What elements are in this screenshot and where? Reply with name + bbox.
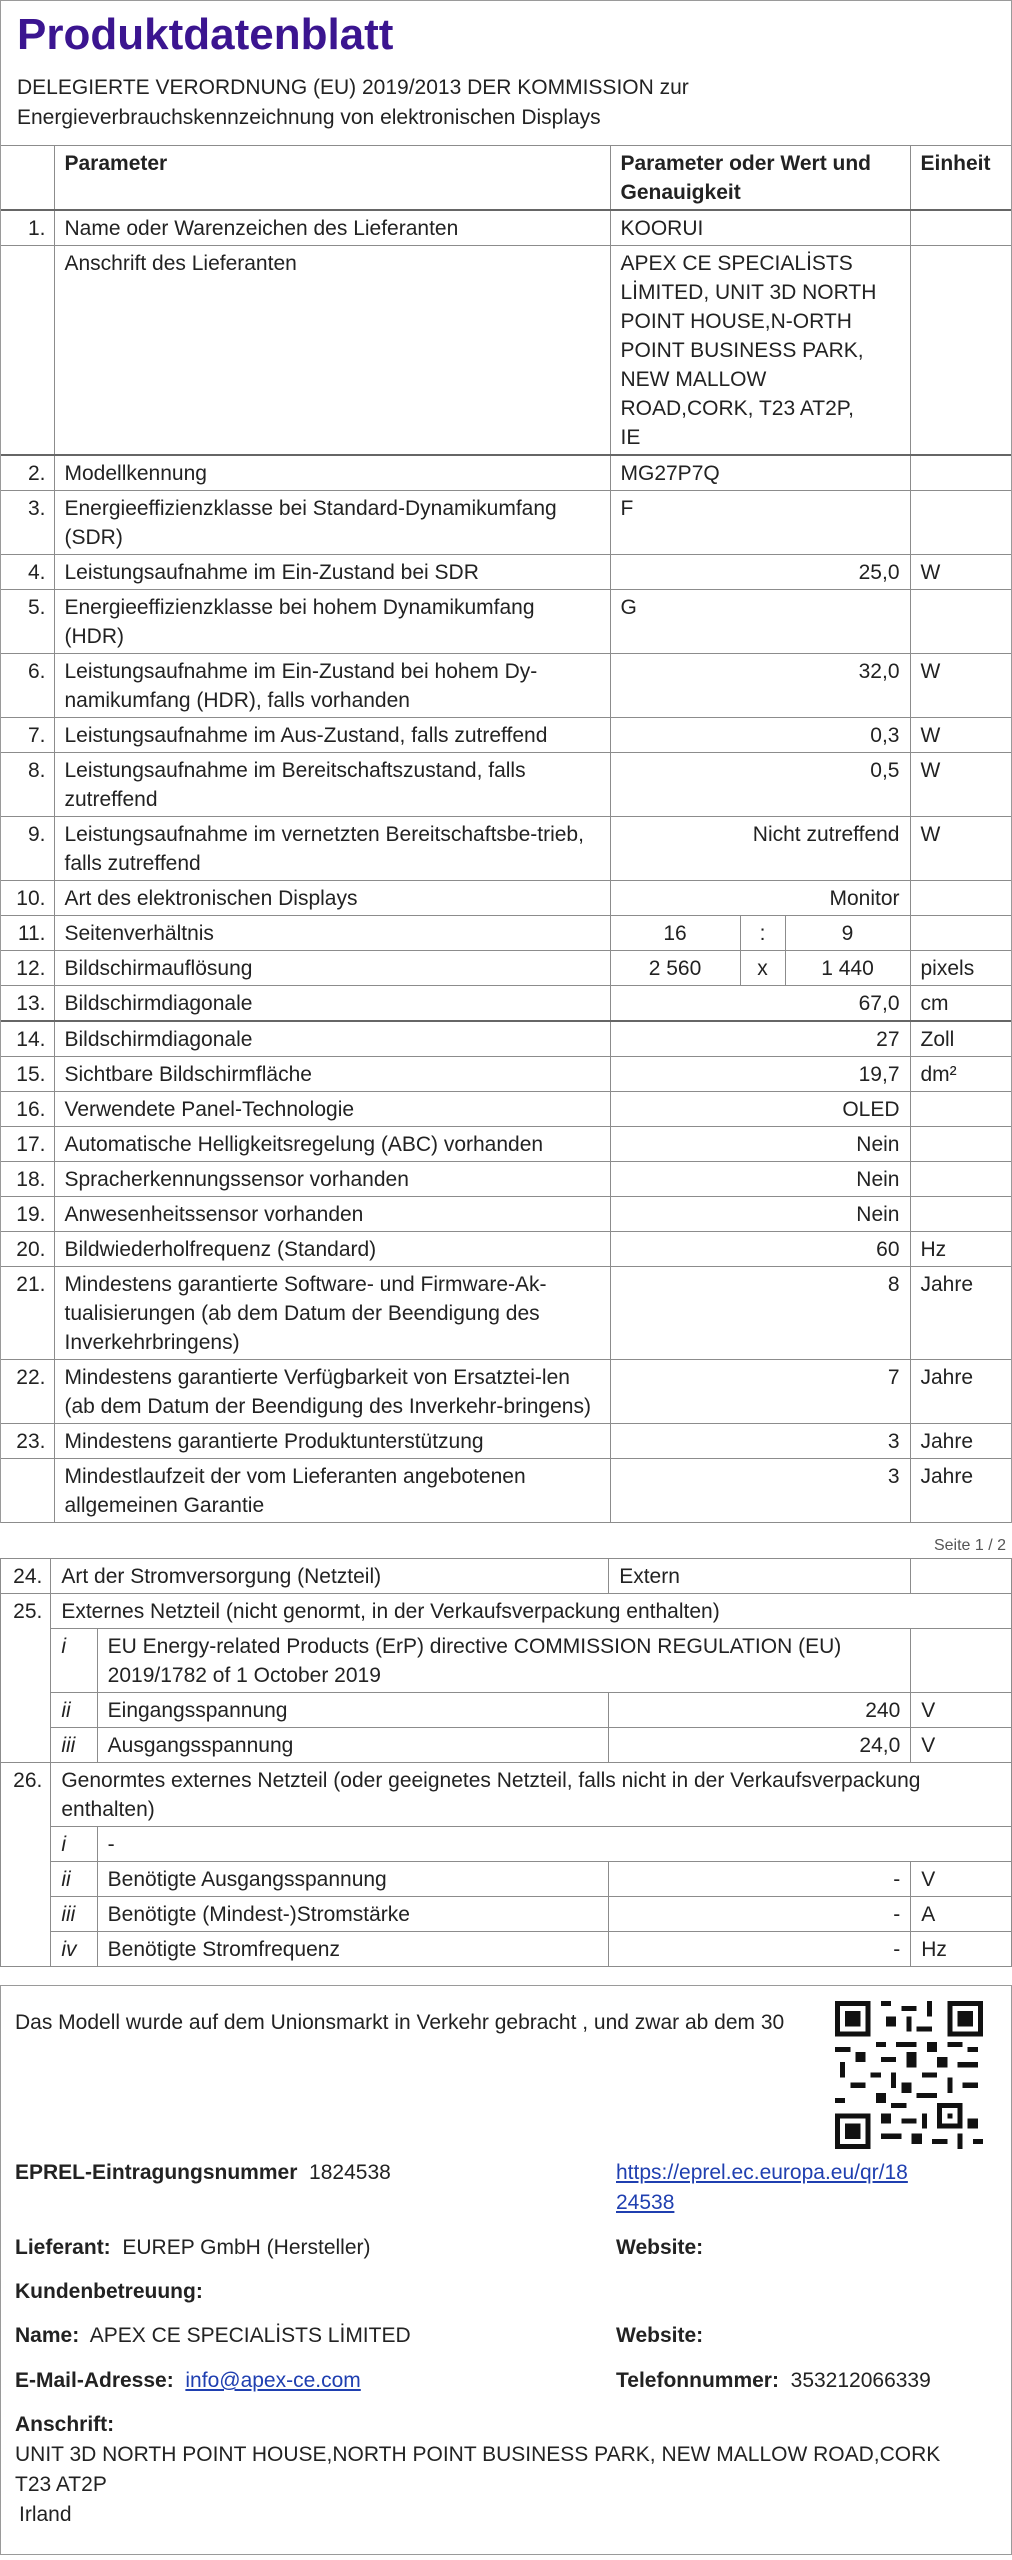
eprel-label: EPREL-Eintragungsnummer [15, 2161, 298, 2184]
market-text: Das Modell wurde auf dem Unionsmarkt in Verkehr gebracht , und zwar ab dem 30 [15, 2011, 785, 2034]
table-row: 9. Leistungsaufnahme im vernetzten Bereitschaftsbe-trieb, falls zutreffend Nicht zutreffend W [1, 817, 1011, 881]
table-row: iv Benötigte Stromfrequenz - Hz [1, 1932, 1012, 1967]
table-row: 23. Mindestens garantierte Produktunterstützung 3 Jahre [1, 1424, 1011, 1459]
table-row: ii Eingangsspannung 240 V [1, 1693, 1012, 1728]
table-row: 3. Energieeffizienzklasse bei Standard-Dynamikumfang (SDR) F [1, 491, 1011, 555]
phone-label: Telefonnummer: [616, 2369, 779, 2392]
table-row: iii Benötigte (Mindest-)Stromstärke - A [1, 1897, 1012, 1932]
datasheet-page-2 [0, 1558, 1012, 1967]
table-row: 20. Bildwiederholfrequenz (Standard) 60 Hz [1, 1232, 1011, 1267]
email-label: E-Mail-Adresse: [15, 2369, 174, 2392]
table-row: 7. Leistungsaufnahme im Aus-Zustand, falls zutreffend 0,3 W [1, 718, 1011, 753]
table-row: i - [1, 1827, 1012, 1862]
table-row: 19. Anwesenheitssensor vorhanden Nein [1, 1197, 1011, 1232]
website-label: Website: [616, 2236, 704, 2259]
parameter-table [1, 145, 1011, 1523]
website2-label: Website: [616, 2324, 704, 2347]
table-row: ii Benötigte Ausgangsspannung - V [1, 1862, 1012, 1897]
phone-value: 353212066339 [790, 2369, 931, 2392]
table-row: 21. Mindestens garantierte Software- und Firmware-Ak-tualisierungen (ab dem Datum der Beendigung des Inverkehrbringens) 8 Jahre [1, 1267, 1011, 1360]
eprel-row [15, 2158, 995, 2214]
name-label: Name: [15, 2324, 80, 2347]
table-row: 17. Automatische Helligkeitsregelung (ABC) vorhanden Nein [1, 1127, 1011, 1162]
table-row: 18. Spracherkennungssensor vorhanden Nein [1, 1162, 1011, 1197]
eprel-link[interactable] [616, 2158, 908, 2218]
address-line-1: UNIT 3D NORTH POINT HOUSE,NORTH POINT BUSINESS PARK, NEW MALLOW ROAD,CORK [15, 2443, 941, 2466]
table-row: 10. Art des elektronischen Displays Monitor [1, 881, 1011, 916]
table-row: Mindestlaufzeit der vom Lieferanten angebotenen allgemeinen Garantie 3 Jahre [1, 1459, 1011, 1523]
page-number: Seite 1 / 2 [933, 1537, 1006, 1554]
table-row: iii Ausgangsspannung 24,0 V [1, 1728, 1012, 1763]
eprel-link-line-2[interactable]: 24538 [616, 2191, 675, 2214]
customer-service-label: Kundenbetreuung: [15, 2280, 203, 2303]
table-row: Anschrift des Lieferanten APEX CE SPECIALİSTS LİMITED, UNIT 3D NORTH POINT HOUSE,N-ORTH POINT BUSINESS PARK, NEW MALLOW ROAD,CORK, T23 AT2P, IE [1, 246, 1011, 456]
name-row [15, 2321, 995, 2351]
table-row: 4. Leistungsaufnahme im Ein-Zustand bei SDR 25,0 W [1, 555, 1011, 590]
table-row: 22. Mindestens garantierte Verfügbarkeit von Ersatztei-len (ab dem Datum der Beendigung des Inverkehr-bringens) 7 Jahre [1, 1360, 1011, 1424]
page-title: Produktdatenblatt [17, 10, 394, 59]
table-row: 16. Verwendete Panel-Technologie OLED [1, 1092, 1011, 1127]
table-row: 26. Genormtes externes Netzteil (oder geeignetes Netzteil, falls nicht in der Verkaufsverpackung enthalten) [1, 1763, 1012, 1827]
eprel-value: 1824538 [309, 2161, 391, 2184]
table-row: 6. Leistungsaufnahme im Ein-Zustand bei hohem Dy-namikumfang (HDR), falls vorhanden 32,0 W [1, 654, 1011, 718]
table-row: 1. Name oder Warenzeichen des Lieferanten KOORUI [1, 210, 1011, 246]
table-row: 5. Energieeffizienzklasse bei hohem Dynamikumfang (HDR) G [1, 590, 1011, 654]
address-block [15, 2410, 995, 2530]
table-row: 13. Bildschirmdiagonale 67,0 cm [1, 986, 1011, 1022]
table-row: 14. Bildschirmdiagonale 27 Zoll [1, 1021, 1011, 1057]
supplier-label: Lieferant: [15, 2236, 111, 2259]
address-line-3: Irland [19, 2503, 72, 2526]
table-row: 8. Leistungsaufnahme im Bereitschaftszustand, falls zutreffend 0,5 W [1, 753, 1011, 817]
subtitle-line-2: Energieverbrauchskennzeichnung von elektronischen Displays [17, 106, 601, 129]
supplier-info-box [0, 1985, 1012, 2555]
phone-block [616, 2366, 931, 2396]
email-row [15, 2366, 995, 2396]
table-row: 11. Seitenverhältnis 16 : 9 [1, 916, 1011, 951]
address-label: Anschrift: [15, 2413, 115, 2436]
subtitle-line-1: DELEGIERTE VERORDNUNG (EU) 2019/2013 DER KOMMISSION zur [17, 76, 689, 99]
page-subtitle [1, 69, 1011, 145]
table-row: 24. Art der Stromversorgung (Netzteil) Extern [1, 1559, 1012, 1594]
header-parameter: Parameter [54, 146, 610, 211]
table-row: i EU Energy-related Products (ErP) directive COMMISSION REGULATION (EU) 2019/1782 of 1 October 2019 [1, 1629, 1012, 1693]
table-header-row [1, 146, 1011, 211]
power-supply-table [0, 1558, 1012, 1967]
name-value: APEX CE SPECIALİSTS LİMITED [89, 2324, 411, 2347]
supplier-value: EUREP GmbH (Hersteller) [122, 2236, 371, 2259]
qr-code-icon [835, 2001, 983, 2149]
eprel-link-line-1[interactable]: https://eprel.ec.europa.eu/qr/18 [616, 2161, 908, 2184]
supplier-row [15, 2233, 995, 2263]
header-value: Parameter oder Wert und Genauigkeit [610, 146, 910, 211]
header-unit: Einheit [910, 146, 1011, 211]
table-row: 15. Sichtbare Bildschirmfläche 19,7 dm² [1, 1057, 1011, 1092]
table-row: 25. Externes Netzteil (nicht genormt, in der Verkaufsverpackung enthalten) [1, 1594, 1012, 1629]
email-link[interactable]: info@apex-ce.com [185, 2369, 361, 2392]
address-line-2: T23 AT2P [15, 2473, 107, 2496]
table-row: 2. Modellkennung MG27P7Q [1, 455, 1011, 491]
header-num [1, 146, 54, 211]
table-row: 12. Bildschirmauflösung 2 560 x 1 440 pixels [1, 951, 1011, 986]
